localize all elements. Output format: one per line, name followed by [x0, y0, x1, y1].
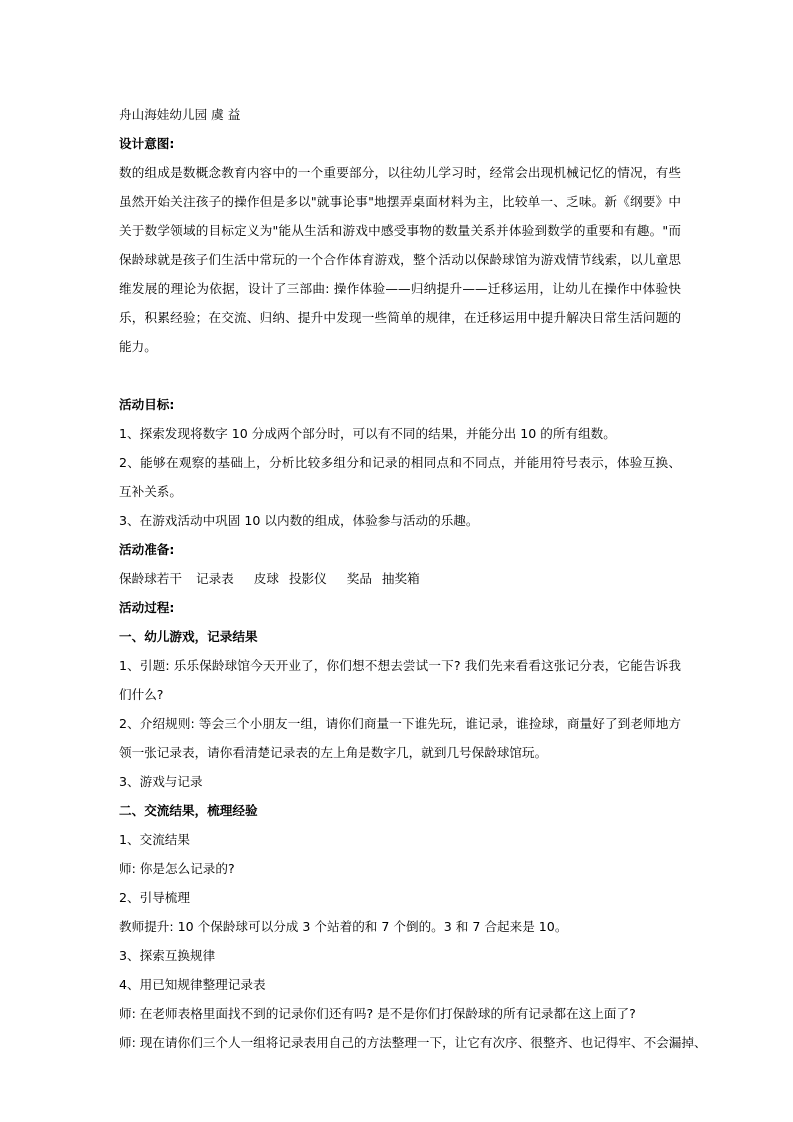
blank-line — [119, 361, 681, 390]
preparation-item: 保龄球若干 — [119, 571, 182, 586]
section2-item: 2、引导梳理 — [119, 890, 190, 905]
design-intent-paragraph: 数的组成是数概念教育内容中的一个重要部分，以往幼儿学习时，经常会出现机械记忆的情况，有些虽然开始关注孩子的操作但是多以"就事论事"地摆弄桌面材料为主，比较单一、乏味。新《纲要》中关于数学领域的目标定义为"能从生活和游戏中感受事物的数量关系并体验到数学的重要和有趣。"而保龄球就是孩子们生活中常玩的一个合作体育游戏，整个活动以保龄球馆为游戏情节线索，以儿童思维发展的理论为依据，设计了三部曲: 操作体验——归纳提升——迁移运用，让幼儿在操作中体验快乐，积累经验；在交流、归纳、提升中发现一些简单的规律，在迁移运用中提升解决日常生活问题的能力。 — [119, 165, 681, 354]
section1-item: 1、引题: 乐乐保龄球馆今天开业了，你们想不想去尝试一下? 我们先来看看这张记分表，它能告诉我们什么? — [119, 658, 681, 702]
section1-item: 2、介绍规则: 等会三个小朋友一组，请你们商量一下谁先玩，谁记录，谁捡球，商量好了到老师地方领一张记录表，请你看清楚记录表的左上角是数字几，就到几号保龄球馆玩。 — [119, 716, 681, 760]
preparation-item: 抽奖箱 — [381, 571, 420, 586]
preparation-item: 投影仪 — [288, 571, 327, 586]
section1-item: 3、游戏与记录 — [119, 774, 203, 789]
preparation-item: 记录表 — [195, 571, 234, 586]
section2-title: 二、交流结果，梳理经验 — [119, 803, 258, 818]
section2-item: 1、交流结果 — [119, 832, 190, 847]
section2-item: 师: 在老师表格里面找不到的记录你们还有吗? 是不是你们打保龄球的所有记录都在这上面了? — [119, 1006, 636, 1021]
section2-item: 师: 你是怎么记录的? — [119, 861, 235, 876]
preparation-list — [119, 564, 681, 593]
section2-item: 教师提升: 10 个保龄球可以分成 3 个站着的和 7 个倒的。3 和 7 合起来是 10。 — [119, 919, 568, 934]
process-heading: 活动过程: — [119, 600, 175, 615]
goal-item: 1、探索发现将数字 10 分成两个部分时，可以有不同的结果，并能分出 10 的所有组数。 — [119, 426, 616, 441]
goal-item: 2、能够在观察的基础上，分析比较多组分和记录的相同点和不同点，并能用符号表示，体验互换、互补关系。 — [119, 455, 681, 499]
section2-item: 4、用已知规律整理记录表 — [119, 977, 266, 992]
section1-title: 一、幼儿游戏，记录结果 — [119, 629, 258, 644]
goals-heading: 活动目标: — [119, 397, 175, 412]
author-line: 舟山海娃幼儿园 虞 益 — [119, 107, 241, 122]
document-body — [119, 100, 707, 1057]
section2-item: 师: 现在请你们三个人一组将记录表用自己的方法整理一下，让它有次序、很整齐、也记得牢、不会漏掉、 — [119, 1035, 707, 1050]
goal-item: 3、在游戏活动中巩固 10 以内数的组成，体验参与活动的乐趣。 — [119, 513, 479, 528]
design-intent-heading: 设计意图: — [119, 136, 175, 151]
preparation-heading: 活动准备: — [119, 542, 175, 557]
preparation-item: 皮球 — [253, 571, 279, 586]
preparation-item: 奖品 — [346, 571, 372, 586]
section2-item: 3、探索互换规律 — [119, 948, 216, 963]
